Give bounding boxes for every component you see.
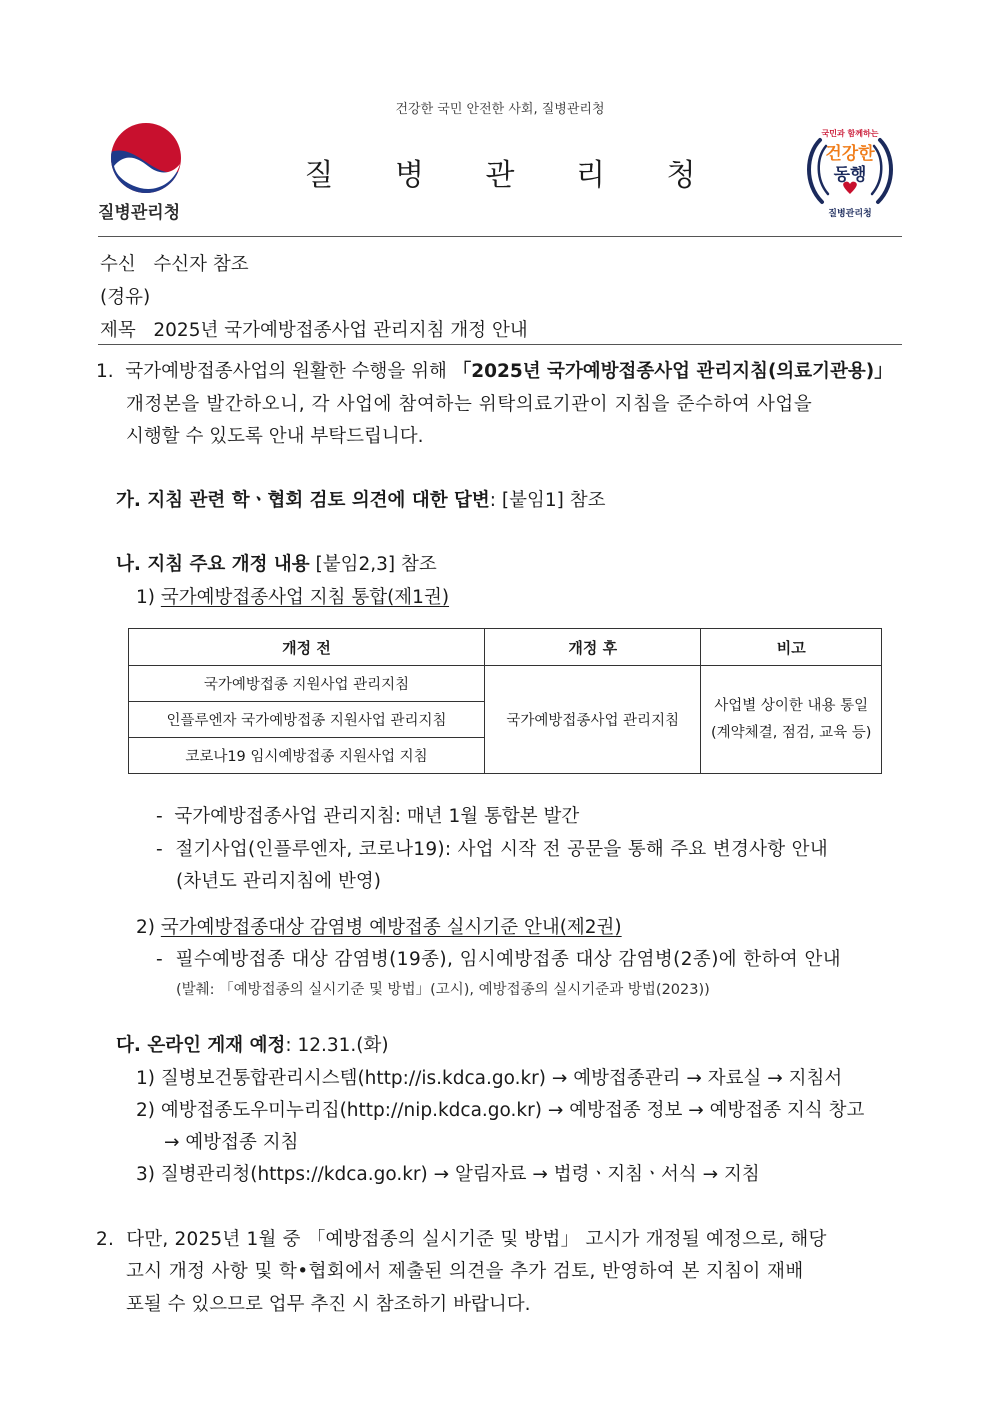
section-da: [116, 1031, 389, 1057]
table-header-row: [129, 629, 882, 666]
paragraph-1-line-1: [96, 357, 893, 383]
item-1-text: 국가예방접종사업 지침 통합(제1권): [160, 587, 450, 608]
via-line: (경유): [100, 287, 151, 308]
dash-item-1: - 국가예방접종사업 관리지침: 매년 1월 통합본 발간: [156, 806, 580, 827]
guideline-title: 「2025년 국가예방접종사업 관리지침(의료기관용)」: [452, 361, 893, 382]
table-header-after: 개정 후: [485, 629, 701, 666]
section-da-date: : 12.31.(화): [285, 1035, 389, 1056]
recipient-text: 수신 수신자 참조: [100, 254, 249, 275]
paragraph-2-line-3: 포될 수 있으므로 업무 추진 시 참조하기 바랍니다.: [126, 1294, 531, 1315]
header-divider: [98, 236, 902, 237]
section-na-title: 나. 지침 주요 개정 내용: [116, 554, 310, 575]
note-line-1: 사업별 상이한 내용 통일: [714, 697, 869, 714]
table-header-before: 개정 전: [129, 629, 485, 666]
section-na: [116, 550, 437, 576]
excerpt-note: (발췌: 「예방접종의 실시기준 및 방법」(고시), 예방접종의 실시기준과 방법(2023)): [176, 982, 710, 998]
table-cell-before: 국가예방접종 지원사업 관리지침: [129, 666, 485, 702]
section-da-title: 다. 온라인 게재 예정: [116, 1035, 286, 1056]
table-header-note: 비고: [701, 629, 882, 666]
section-na-item-2: [136, 913, 622, 939]
badge-main-text-1: 건강한: [825, 144, 875, 164]
p1-text: 1. 국가예방접종사업의 원활한 수행을 위해: [96, 361, 453, 382]
section-na-ref: [붙임2,3] 참조: [309, 554, 437, 575]
section-ga: [116, 486, 605, 512]
section-na-item-1: [136, 583, 449, 609]
subject-line: 제목 2025년 국가예방접종사업 관리지침 개정 안내: [100, 320, 528, 341]
table-cell-before: 인플루엔자 국가예방접종 지원사업 관리지침: [129, 702, 485, 738]
note-line-2: (계약체결, 점검, 교육 등): [711, 724, 872, 741]
section-ga-ref: : [붙임1] 참조: [489, 490, 606, 511]
online-item-2-cont: → 예방접종 지침: [164, 1132, 299, 1153]
revision-table: [128, 628, 882, 774]
table-cell-after: 국가예방접종사업 관리지침: [485, 666, 701, 774]
paragraph-2-line-1: 2. 다만, 2025년 1월 중 「예방접종의 실시기준 및 방법」 고시가 개정될 예정으로, 해당: [96, 1229, 827, 1250]
dash-item-2: - 절기사업(인플루엔자, 코로나19): 사업 시작 전 공문을 통해 주요 변경사항 안내: [156, 839, 828, 860]
online-item-3: 3) 질병관리청(https://kdca.go.kr) → 알림자료 → 법령ㆍ지침ㆍ서식 → 지침: [136, 1164, 760, 1185]
subject-divider: [98, 344, 902, 345]
section-ga-title: 가. 지침 관련 학ㆍ협회 검토 의견에 대한 답변: [116, 490, 490, 511]
org-name: 질병관리청: [98, 203, 181, 223]
online-item-2: 2) 예방접종도우미누리집(http://nip.kdca.go.kr) → 예방접종 정보 → 예방접종 지식 창고: [136, 1100, 865, 1121]
item-2-text: 국가예방접종대상 감염병 예방접종 실시기준 안내(제2권): [160, 917, 622, 938]
table-row: [129, 666, 882, 702]
dash-item-3: - 필수예방접종 대상 감염병(19종), 임시예방접종 대상 감염병(2종)에 한하여 안내: [156, 949, 841, 970]
table-cell-note: [701, 666, 882, 774]
badge-main-text-2: 동행: [833, 165, 867, 185]
page-title: 질 병 관 리 청: [304, 158, 722, 193]
item-1-number: 1): [136, 587, 161, 608]
item-2-number: 2): [136, 917, 161, 938]
dash-item-2-cont: (차년도 관리지침에 반영): [176, 871, 381, 892]
recipient-line: [100, 250, 249, 276]
online-item-1: 1) 질병보건통합관리시스템(http://is.kdca.go.kr) → 예방접종관리 → 자료실 → 지침서: [136, 1068, 843, 1089]
badge-top-text: 국민과 함께하는: [821, 129, 879, 138]
table-cell-before: 코로나19 임시예방접종 지원사업 지침: [129, 738, 485, 774]
campaign-badge: [800, 122, 900, 222]
campaign-badge-icon: [800, 122, 900, 222]
paragraph-1-line-2: 개정본을 발간하오니, 각 사업에 참여하는 위탁의료기관이 지침을 준수하여 사업을: [126, 394, 813, 415]
slogan: 건강한 국민 안전한 사회, 질병관리청: [395, 102, 605, 117]
paragraph-2-line-2: 고시 개정 사항 및 학•협회에서 제출된 의견을 추가 검토, 반영하여 본 지침이 재배: [126, 1261, 804, 1282]
badge-bottom-text: 질병관리청: [828, 209, 872, 219]
paragraph-1-line-3: 시행할 수 있도록 안내 부탁드립니다.: [126, 426, 424, 447]
